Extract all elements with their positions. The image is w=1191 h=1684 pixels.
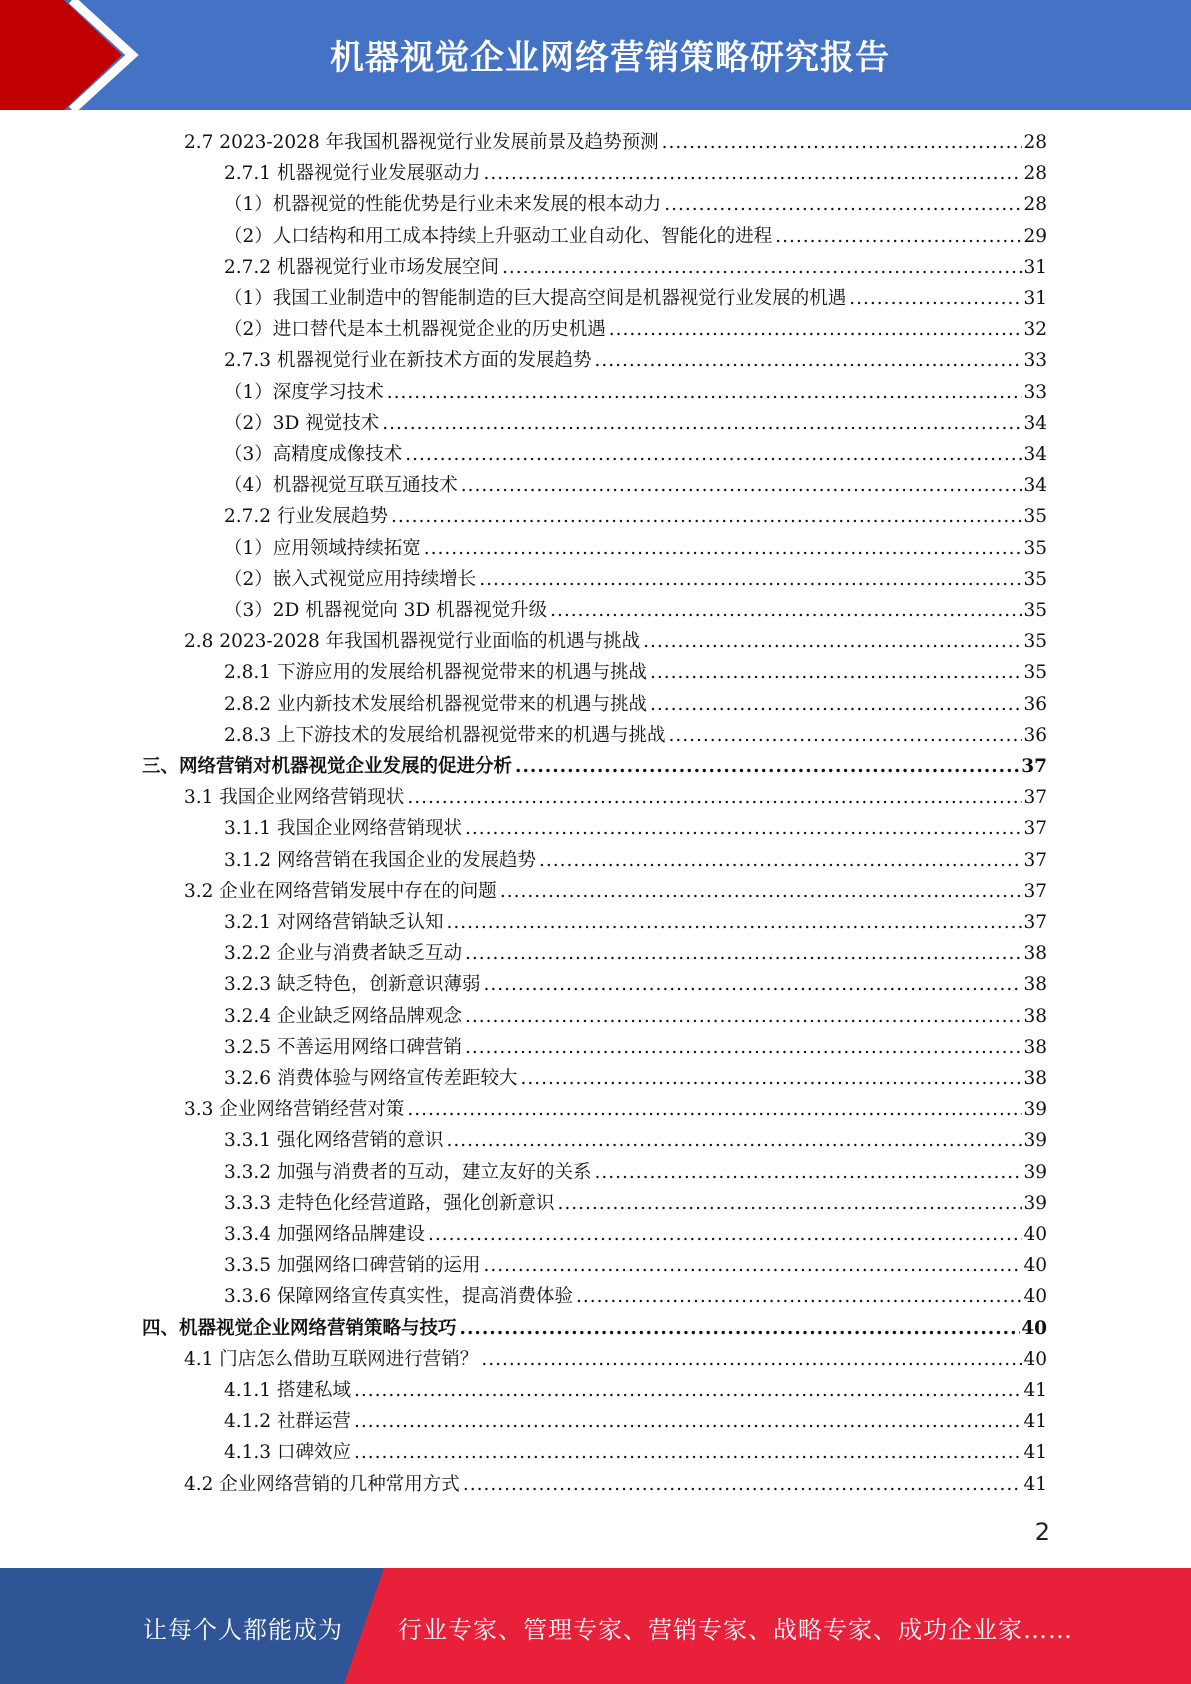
toc-dot-leader: [775, 221, 1022, 252]
toc-entry-title: （1）应用领域持续拓宽: [224, 538, 421, 559]
toc-entry[interactable]: [224, 221, 1047, 252]
red-arrow-decoration: [0, 0, 160, 110]
toc-entry[interactable]: [224, 1281, 1047, 1312]
toc-dot-leader: [354, 1437, 1023, 1468]
toc-entry-title: （2）3D 视觉技术: [224, 413, 380, 434]
toc-entry[interactable]: [184, 876, 1047, 907]
toc-entry-title: 2.7 2023-2028 年我国机器视觉行业发展前景及趋势预测: [184, 132, 659, 153]
toc-dot-leader: [465, 1001, 1022, 1032]
toc-entry[interactable]: [184, 1469, 1047, 1500]
toc-entry-page: 28: [1023, 163, 1047, 184]
toc-entry-title: （1）深度学习技术: [224, 382, 384, 403]
toc-entry[interactable]: [224, 533, 1047, 564]
toc-entry[interactable]: [184, 127, 1047, 158]
toc-dot-leader: [428, 1219, 1022, 1250]
toc-entry-title: 4.1.1 搭建私域: [224, 1380, 351, 1401]
toc-dot-leader: [643, 626, 1022, 657]
toc-entry-page: 40: [1023, 1286, 1047, 1307]
toc-entry-page: 41: [1023, 1380, 1047, 1401]
toc-entry-page: 41: [1023, 1411, 1047, 1432]
toc-entry[interactable]: [142, 1313, 1047, 1344]
toc-entry-page: 38: [1023, 1068, 1047, 1089]
toc-entry-title: 4.2 企业网络营销的几种常用方式: [184, 1474, 460, 1495]
toc-entry-title: 2.7.3 机器视觉行业在新技术方面的发展趋势: [224, 350, 592, 371]
toc-entry-title: 四、机器视觉企业网络营销策略与技巧: [142, 1318, 457, 1339]
toc-dot-leader: [520, 1063, 1022, 1094]
toc-entry-page: 39: [1023, 1193, 1047, 1214]
toc-entry[interactable]: [224, 969, 1047, 1000]
toc-entry-page: 33: [1023, 350, 1047, 371]
toc-dot-leader: [483, 158, 1022, 189]
toc-dot-leader: [609, 314, 1023, 345]
toc-entry[interactable]: [224, 1188, 1047, 1219]
toc-entry-page: 41: [1023, 1442, 1047, 1463]
toc-entry-page: 35: [1023, 600, 1047, 621]
toc-entry-title: 3.3.3 走特色化经营道路，强化创新意识: [224, 1193, 555, 1214]
toc-entry-title: 3.3.1 强化网络营销的意识: [224, 1130, 444, 1151]
toc-dot-leader: [664, 189, 1022, 220]
toc-entry-page: 37: [1023, 881, 1047, 902]
toc-entry-page: 38: [1023, 1037, 1047, 1058]
header-banner: [0, 0, 1191, 110]
toc-entry-title: 3.1 我国企业网络营销现状: [184, 787, 405, 808]
toc-entry[interactable]: [224, 377, 1047, 408]
toc-entry[interactable]: [224, 158, 1047, 189]
toc-entry-title: （3）高精度成像技术: [224, 444, 403, 465]
footer-slogan-left: 让每个人都能成为: [143, 1616, 343, 1644]
toc-dot-leader: [479, 564, 1022, 595]
toc-entry[interactable]: [184, 1344, 1047, 1375]
toc-dot-leader: [668, 720, 1022, 751]
toc-dot-leader: [405, 439, 1022, 470]
toc-dot-leader: [650, 689, 1022, 720]
toc-dot-leader: [576, 1281, 1022, 1312]
toc-entry-title: 2.8 2023-2028 年我国机器视觉行业面临的机遇与挑战: [184, 631, 641, 652]
toc-entry[interactable]: [224, 470, 1047, 501]
toc-entry[interactable]: [184, 782, 1047, 813]
toc-dot-leader: [387, 377, 1023, 408]
toc-entry-title: 3.2.1 对网络营销缺乏认知: [224, 912, 444, 933]
toc-entry-title: 2.7.2 机器视觉行业市场发展空间: [224, 257, 499, 278]
toc-entry-title: （3）2D 机器视觉向 3D 机器视觉升级: [224, 600, 548, 621]
toc-entry[interactable]: [224, 1406, 1047, 1437]
toc-dot-leader: [849, 283, 1022, 314]
toc-entry-page: 37: [1023, 818, 1047, 839]
document-title: 机器视觉企业网络营销策略研究报告: [330, 38, 890, 78]
toc-entry[interactable]: [224, 189, 1047, 220]
toc-dot-leader: [407, 1094, 1022, 1125]
toc-entry[interactable]: [224, 1250, 1047, 1281]
toc-entry[interactable]: [224, 813, 1047, 844]
toc-entry-page: 34: [1023, 444, 1047, 465]
toc-entry-title: 4.1.3 口碑效应: [224, 1442, 351, 1463]
toc-entry-title: 3.3.2 加强与消费者的互动，建立友好的关系: [224, 1162, 592, 1183]
toc-entry-page: 40: [1021, 1318, 1047, 1339]
toc-entry-title: 4.1.2 社群运营: [224, 1411, 351, 1432]
toc-entry[interactable]: [224, 345, 1047, 376]
toc-entry-page: 34: [1023, 413, 1047, 434]
toc-dot-leader: [550, 595, 1022, 626]
toc-entry-page: 40: [1023, 1224, 1047, 1245]
toc-entry-title: 3.2.3 缺乏特色，创新意识薄弱: [224, 974, 481, 995]
toc-dot-leader: [461, 470, 1023, 501]
toc-entry-title: 3.3 企业网络营销经营对策: [184, 1099, 405, 1120]
toc-entry[interactable]: [224, 1001, 1047, 1032]
toc-dot-leader: [465, 938, 1022, 969]
toc-entry[interactable]: [224, 907, 1047, 938]
toc-entry-page: 38: [1023, 974, 1047, 995]
toc-entry[interactable]: [224, 845, 1047, 876]
toc-entry-page: 41: [1023, 1474, 1047, 1495]
toc-entry-title: 3.2 企业在网络营销发展中存在的问题: [184, 881, 497, 902]
toc-entry-title: 3.2.6 消费体验与网络宣传差距较大: [224, 1068, 518, 1089]
toc-entry-page: 39: [1023, 1162, 1047, 1183]
toc-entry[interactable]: [224, 595, 1047, 626]
toc-entry[interactable]: [224, 1157, 1047, 1188]
red-arrow-shape: [0, 0, 122, 110]
toc-entry-title: （1）我国工业制造中的智能制造的巨大提高空间是机器视觉行业发展的机遇: [224, 288, 847, 309]
toc-entry[interactable]: [224, 689, 1047, 720]
toc-entry-page: 37: [1023, 787, 1047, 808]
toc-entry-title: 2.7.1 机器视觉行业发展驱动力: [224, 163, 481, 184]
toc-entry-page: 40: [1023, 1349, 1047, 1370]
toc-entry-page: 40: [1023, 1255, 1047, 1276]
toc-entry[interactable]: [142, 751, 1047, 782]
toc-entry[interactable]: [184, 626, 1047, 657]
toc-entry-page: 29: [1023, 226, 1047, 247]
toc-entry-title: 3.2.5 不善运用网络口碑营销: [224, 1037, 462, 1058]
toc-dot-leader: [481, 1344, 1022, 1375]
toc-entry-page: 36: [1023, 694, 1047, 715]
toc-dot-leader: [407, 782, 1022, 813]
toc-entry[interactable]: [224, 314, 1047, 345]
toc-entry[interactable]: [224, 1032, 1047, 1063]
toc-entry[interactable]: [224, 283, 1047, 314]
toc-entry[interactable]: [224, 657, 1047, 688]
toc-entry-title: 3.3.5 加强网络口碑营销的运用: [224, 1255, 481, 1276]
toc-dot-leader: [465, 1032, 1022, 1063]
toc-entry-page: 39: [1023, 1130, 1047, 1151]
toc-entry-title: 4.1 门店怎么借助互联网进行营销？: [184, 1349, 479, 1370]
toc-entry-page: 28: [1023, 132, 1047, 153]
toc-entry-page: 35: [1023, 506, 1047, 527]
toc-entry-title: （2）人口结构和用工成本持续上升驱动工业自动化、智能化的进程: [224, 226, 773, 247]
toc-dot-leader: [502, 252, 1022, 283]
toc-dot-leader: [391, 501, 1022, 532]
toc-entry-title: 2.7.2 行业发展趋势: [224, 506, 388, 527]
toc-entry[interactable]: [224, 501, 1047, 532]
toc-entry-title: 2.8.3 上下游技术的发展给机器视觉带来的机遇与挑战: [224, 725, 666, 746]
toc-entry-title: 3.1.2 网络营销在我国企业的发展趋势: [224, 850, 536, 871]
toc-entry[interactable]: [224, 564, 1047, 595]
toc-dot-leader: [650, 657, 1022, 688]
toc-entry-title: （1）机器视觉的性能优势是行业未来发展的根本动力: [224, 194, 662, 215]
toc-entry-page: 34: [1023, 475, 1047, 496]
footer-banner: [0, 1568, 1191, 1684]
toc-entry-page: 33: [1023, 382, 1047, 403]
toc-dot-leader: [465, 813, 1022, 844]
toc-dot-leader: [463, 1469, 1023, 1500]
toc-entry[interactable]: [224, 439, 1047, 470]
toc-entry[interactable]: [224, 1063, 1047, 1094]
toc-entry[interactable]: [224, 1125, 1047, 1156]
toc-entry-title: 3.3.4 加强网络品牌建设: [224, 1224, 425, 1245]
toc-entry-page: 36: [1023, 725, 1047, 746]
toc-entry-page: 37: [1023, 912, 1047, 933]
toc-entry-page: 35: [1023, 538, 1047, 559]
toc-entry-title: 3.1.1 我国企业网络营销现状: [224, 818, 462, 839]
toc-dot-leader: [424, 533, 1023, 564]
footer-slogan-right: 行业专家、管理专家、营销专家、战略专家、成功企业家……: [398, 1616, 1073, 1644]
toc-dot-leader: [354, 1406, 1023, 1437]
toc-entry-title: （2）进口替代是本土机器视觉企业的历史机遇: [224, 319, 606, 340]
toc-dot-leader: [483, 969, 1022, 1000]
toc-entry[interactable]: [224, 408, 1047, 439]
toc-entry-page: 31: [1023, 288, 1047, 309]
toc-entry-page: 35: [1023, 631, 1047, 652]
toc-dot-leader: [594, 1157, 1022, 1188]
toc-entry-title: 2.8.2 业内新技术发展给机器视觉带来的机遇与挑战: [224, 694, 647, 715]
toc-entry[interactable]: [224, 1219, 1047, 1250]
toc-entry-page: 38: [1023, 943, 1047, 964]
toc-entry-title: 3.2.4 企业缺乏网络品牌观念: [224, 1006, 462, 1027]
toc-entry[interactable]: [224, 1375, 1047, 1406]
toc-dot-leader: [539, 845, 1022, 876]
toc-entry-page: 39: [1023, 1099, 1047, 1120]
toc-entry-page: 35: [1023, 569, 1047, 590]
toc-entry-page: 35: [1023, 662, 1047, 683]
toc-entry-page: 31: [1023, 257, 1047, 278]
toc-dot-leader: [446, 1125, 1022, 1156]
toc-dot-leader: [662, 127, 1023, 158]
toc-entry-title: 3.3.6 保障网络宣传真实性，提高消费体验: [224, 1286, 573, 1307]
toc-entry-title: （2）嵌入式视觉应用持续增长: [224, 569, 477, 590]
toc-entry[interactable]: [184, 1094, 1047, 1125]
toc-entry-page: 38: [1023, 1006, 1047, 1027]
toc-dot-leader: [460, 1313, 1021, 1344]
toc-entry-page: 37: [1023, 850, 1047, 871]
toc-dot-leader: [483, 1250, 1022, 1281]
toc-dot-leader: [446, 907, 1022, 938]
toc-dot-leader: [500, 876, 1023, 907]
toc-entry-page: 28: [1023, 194, 1047, 215]
toc-dot-leader: [594, 345, 1022, 376]
toc-dot-leader: [382, 408, 1022, 439]
toc-dot-leader: [557, 1188, 1022, 1219]
toc-entry[interactable]: [224, 938, 1047, 969]
toc-dot-leader: [515, 751, 1020, 782]
toc-dot-leader: [354, 1375, 1023, 1406]
toc-entry[interactable]: [224, 252, 1047, 283]
toc-entry-title: 2.8.1 下游应用的发展给机器视觉带来的机遇与挑战: [224, 662, 647, 683]
toc-entry-title: 3.2.2 企业与消费者缺乏互动: [224, 943, 462, 964]
toc-entry-page: 32: [1023, 319, 1047, 340]
toc-entry[interactable]: [224, 1437, 1047, 1468]
page-number: 2: [1034, 1518, 1050, 1546]
toc-entry-title: （4）机器视觉互联互通技术: [224, 475, 458, 496]
toc-entry-page: 37: [1021, 756, 1047, 777]
toc-entry[interactable]: [224, 720, 1047, 751]
toc-entry-title: 三、网络营销对机器视觉企业发展的促进分析: [142, 756, 513, 777]
